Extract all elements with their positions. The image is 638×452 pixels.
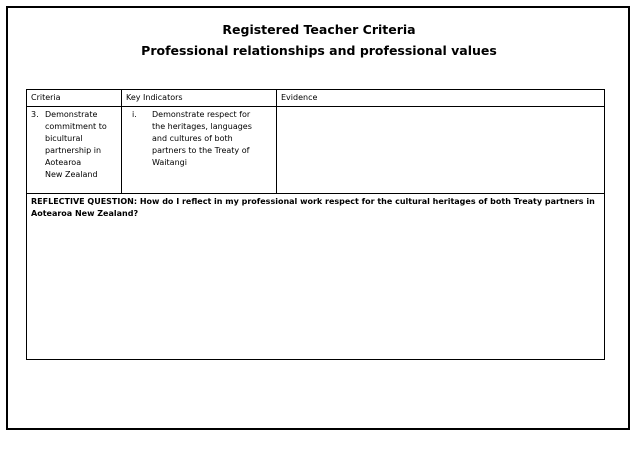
indicator-text xyxy=(152,109,272,169)
header-criteria: Criteria xyxy=(27,90,122,107)
indicator-number: i. xyxy=(132,110,137,119)
header-key-indicators: Key Indicators xyxy=(122,90,277,107)
evidence-cell[interactable] xyxy=(277,107,605,194)
indicator-line: partners to the Treaty of xyxy=(152,146,250,155)
criteria-line: Demonstrate xyxy=(45,110,98,119)
criteria-line: partnership in xyxy=(45,146,102,155)
page-title: Registered Teacher Criteria xyxy=(222,22,416,37)
criteria-table xyxy=(26,89,605,360)
criteria-line: bicultural xyxy=(45,134,83,143)
criteria-text xyxy=(45,109,107,181)
indicator-line: the heritages, languages xyxy=(152,122,252,131)
criteria-line: Aotearoa xyxy=(45,158,82,167)
indicator-line: and cultures of both xyxy=(152,134,233,143)
indicator-line: Waitangi xyxy=(152,158,187,167)
indicator-line: Demonstrate respect for xyxy=(152,110,251,119)
header-evidence: Evidence xyxy=(277,90,605,107)
reflective-question-row xyxy=(27,194,605,360)
table-row xyxy=(27,107,605,194)
criteria-number: 3. xyxy=(31,110,39,119)
criteria-line: New Zealand xyxy=(45,170,98,179)
reflective-question[interactable]: REFLECTIVE QUESTION: How do I reflect in my professional work respect for the cultural heritages of both Treaty partners in Aotearoa New Zealand? xyxy=(27,194,605,360)
page-subtitle: Professional relationships and professional values xyxy=(141,43,497,58)
criteria-cell xyxy=(27,107,122,194)
criteria-line: commitment to xyxy=(45,122,107,131)
indicator-cell xyxy=(122,107,277,194)
table-header-row xyxy=(27,90,605,107)
